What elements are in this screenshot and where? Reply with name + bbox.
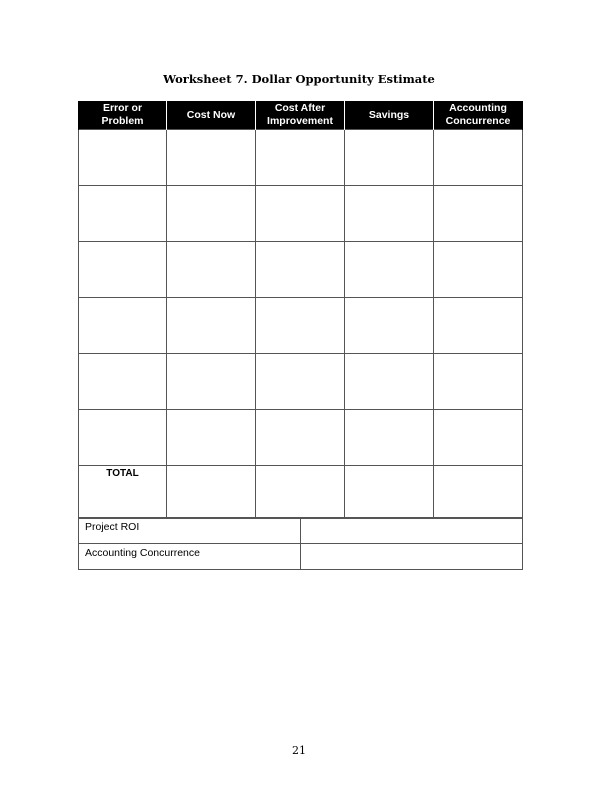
blank-cell[interactable] [345,354,434,410]
blank-cell[interactable] [79,242,167,298]
blank-cell[interactable] [434,410,523,466]
total-label: TOTAL [106,468,139,479]
project-roi-row [79,518,523,544]
blank-cell[interactable] [434,186,523,242]
blank-cell[interactable] [256,410,345,466]
blank-cell[interactable] [345,242,434,298]
blank-cell[interactable] [256,298,345,354]
blank-cell[interactable] [434,242,523,298]
total-cost-after-cell[interactable] [256,466,345,519]
table-row [79,186,523,242]
header-cost-now: Cost Now [167,101,256,130]
blank-cell[interactable] [79,130,167,186]
total-row [79,466,523,519]
blank-cell[interactable] [167,410,256,466]
blank-cell[interactable] [79,298,167,354]
table-header-row [79,101,523,130]
header-cost-after-improvement: Cost After Improvement [256,101,345,130]
project-roi-label: Project ROI [79,518,301,544]
blank-cell[interactable] [434,130,523,186]
blank-cell[interactable] [167,354,256,410]
blank-cell[interactable] [345,298,434,354]
blank-cell[interactable] [79,354,167,410]
blank-cell[interactable] [79,186,167,242]
blank-cell[interactable] [345,410,434,466]
blank-cell[interactable] [256,130,345,186]
blank-cell[interactable] [256,186,345,242]
blank-cell[interactable] [167,130,256,186]
project-roi-value-cell[interactable] [301,518,523,544]
table-row [79,242,523,298]
blank-cell[interactable] [256,354,345,410]
total-label-cell [79,466,167,519]
total-accounting-cell[interactable] [434,466,523,519]
accounting-concurrence-row [79,544,523,570]
accounting-concurrence-label: Accounting Concurrence [79,544,301,570]
total-savings-cell[interactable] [345,466,434,519]
table-row [79,298,523,354]
blank-cell[interactable] [345,130,434,186]
worksheet-title: Worksheet 7. Dollar Opportunity Estimate [163,72,435,86]
table-row [79,354,523,410]
total-cost-now-cell[interactable] [167,466,256,519]
dollar-opportunity-table [78,101,523,519]
blank-cell[interactable] [167,186,256,242]
blank-cell[interactable] [167,242,256,298]
summary-table [78,517,523,570]
page-number: 21 [292,744,306,757]
blank-cell[interactable] [167,298,256,354]
blank-cell[interactable] [79,410,167,466]
blank-cell[interactable] [256,242,345,298]
table-row [79,130,523,186]
blank-cell[interactable] [345,186,434,242]
accounting-concurrence-value-cell[interactable] [301,544,523,570]
header-savings: Savings [345,101,434,130]
header-accounting-concurrence: Accounting Concurrence [434,101,523,130]
blank-cell[interactable] [434,298,523,354]
table-row [79,410,523,466]
header-error-or-problem: Error or Problem [79,101,167,130]
blank-cell[interactable] [434,354,523,410]
